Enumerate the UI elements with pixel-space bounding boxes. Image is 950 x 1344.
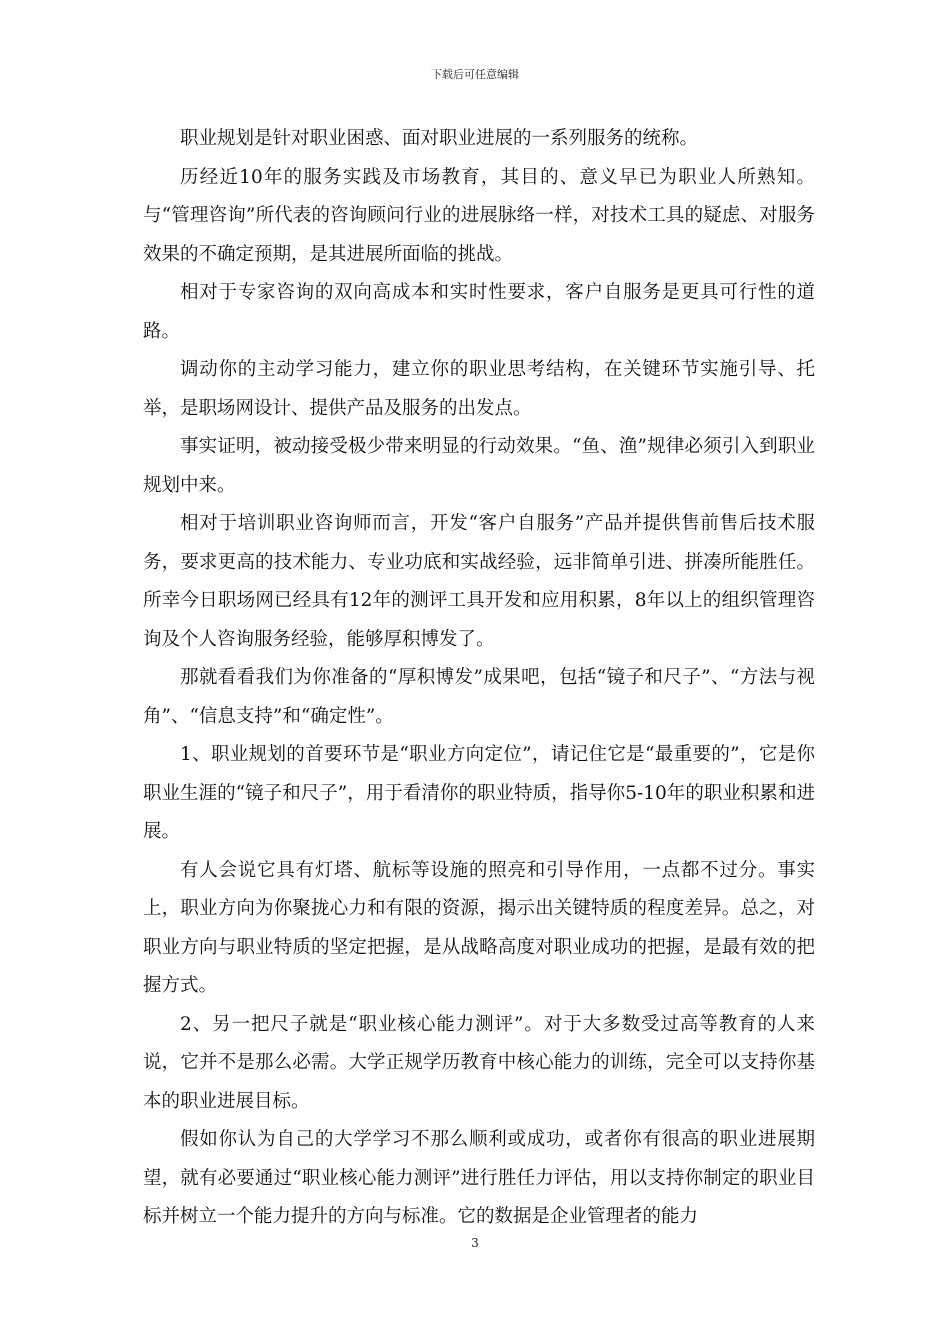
paragraph-5: 事实证明，被动接受极少带来明显的行动效果。“鱼、渔”规律必须引入到职业规划中来。: [143, 436, 815, 496]
paragraph-1: 职业规划是针对职业困惑、面对职业进展的一系列服务的统称。: [180, 128, 699, 149]
page-header: 下载后可任意编辑: [431, 68, 519, 81]
page-number: 3: [471, 1236, 479, 1250]
paragraph-8: 1、职业规划的首要环节是“职业方向定位”，请记住它是“最重要的”，它是你职业生涯的“镜子和尺子”，用于看清你的职业特质，指导你5-10年的职业积累和进展。: [143, 744, 815, 842]
paragraph-6: 相对于培训职业咨询师而言，开发“客户自服务”产品并提供售前售后技术服务，要求更高的技术能力、专业功底和实战经验，远非简单引进、拼凑所能胜任。所幸今日职场网已经具有12年的测评工具开发和应用积累，8年以上的组织管理咨询及个人咨询服务经验，能够厚积博发了。: [143, 513, 815, 650]
paragraph-9: 有人会说它具有灯塔、航标等设施的照亮和引导作用，一点都不过分。事实上，职业方向为你聚拢心力和有限的资源，揭示出关键特质的程度差异。总之，对职业方向与职业特质的坚定把握，是从战略高度对职业成功的把握，是最有效的把握方式。: [143, 859, 815, 996]
document-body: [143, 120, 815, 1237]
paragraph-2: 历经近10年的服务实践及市场教育，其目的、意义早已为职业人所熟知。与“管理咨询”所代表的咨询顾问行业的进展脉络一样，对技术工具的疑虑、对服务效果的不确定预期，是其进展所面临的挑战。: [143, 166, 815, 265]
paragraph-3: 相对于专家咨询的双向高成本和实时性要求，客户自服务是更具可行性的道路。: [143, 282, 815, 342]
paragraph-4: 调动你的主动学习能力，建立你的职业思考结构，在关键环节实施引导、托举，是职场网设计、提供产品及服务的出发点。: [143, 359, 815, 419]
paragraph-7: 那就看看我们为你准备的“厚积博发”成果吧，包括“镜子和尺子”、“方法与视角”、“信息支持”和“确定性”。: [143, 667, 815, 727]
paragraph-11: 假如你认为自己的大学学习不那么顺利或成功，或者你有很高的职业进展期望，就有必要通过“职业核心能力测评”进行胜任力评估，用以支持你制定的职业目标并树立一个能力提升的方向与标准。它的数据是企业管理者的能力: [143, 1129, 815, 1227]
paragraph-10: 2、另一把尺子就是“职业核心能力测评”。对于大多数受过高等教育的人来说，它并不是那么必需。大学正规学历教育中核心能力的训练，完全可以支持你基本的职业进展目标。: [143, 1013, 815, 1112]
